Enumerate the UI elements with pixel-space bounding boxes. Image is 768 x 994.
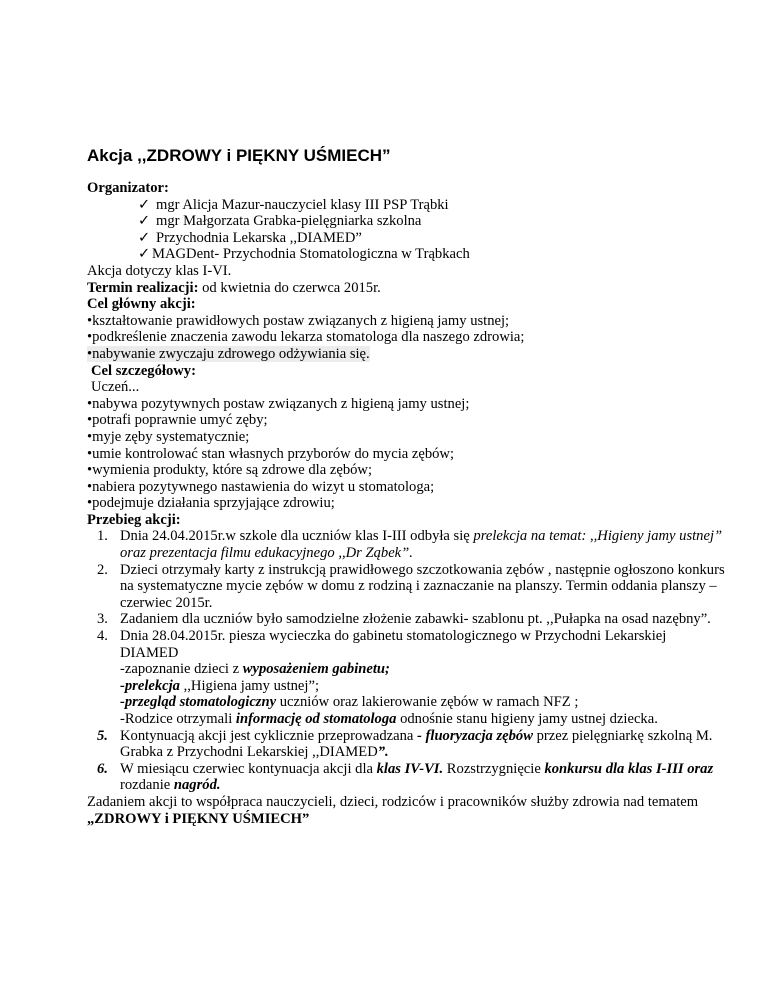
detailed-goal-intro: Uczeń... xyxy=(91,379,140,396)
detailed-goal-item: •podejmuje działania sprzyjające zdrowiu; xyxy=(87,495,335,512)
document-page xyxy=(87,146,727,827)
detailed-goal-label: Cel szczegółowy: xyxy=(91,362,196,379)
course-step-5: 5. Kontynuacją akcji jest cyklicznie przeprowadzana - fluoryzacja zębów przez pielęgniarkę szkolną M. Grabka z Przychodni Lekarskiej ,,DIAMED”. xyxy=(97,727,713,761)
course-step-3: 3. Zadaniem dla uczniów było samodzielne złożenie zabawki- szablonu pt. ,,Pułapka na osad nazębny”. xyxy=(97,611,711,628)
detailed-goal-item: •nabywa pozytywnych postaw związanych z higieną jamy ustnej; xyxy=(87,395,470,412)
organizer-item: ✓ Przychodnia Lekarska ,,DIAMED” xyxy=(138,229,362,246)
main-goal-item: •nabywanie zwyczaju zdrowego odżywiania się. xyxy=(87,345,370,362)
detailed-goal-item: •nabiera pozytywnego nastawienia do wizyt u stomatologa; xyxy=(87,478,435,495)
main-goal-label: Cel główny akcji: xyxy=(87,296,196,313)
main-goal-item: •podkreślenie znaczenia zawodu lekarza stomatologa dla naszego zdrowia; xyxy=(87,329,525,346)
closing-paragraph: Zadaniem akcji to współpraca nauczycieli, dzieci, rodziców i pracowników służby zdrowia nad tematem „ZDROWY i PIĘKNY UŚMIECH” xyxy=(87,793,699,827)
course-step-4: 4. Dnia 28.04.2015r. piesza wycieczka do gabinetu stomatologicznego w Przychodni Lekarskiej DIAMED -zapoznanie dzieci z wyposażeniem gabinetu; -prelekcja ,,Higiena jamy ustnej”; -przegląd stomatologiczny uczniów oraz lakierowanie zębów w ramach NFZ ; -Rodzice otrzymali informację od stomatologa odnośnie stanu higieny jamy ustnej dziecka. xyxy=(97,628,667,727)
organizer-item: ✓ MAGDent- Przychodnia Stomatologiczna w Trąbkach xyxy=(138,246,470,263)
detailed-goal-item: •potrafi poprawnie umyć zęby; xyxy=(87,412,268,429)
detailed-goal-item: •wymienia produkty, które są zdrowe dla zębów; xyxy=(87,462,373,479)
course-step-6: 6. W miesiącu czerwiec kontynuacja akcji dla klas IV-VI. Rozstrzygnięcie konkursu dla klas I-III oraz rozdanie nagród. xyxy=(97,760,714,794)
detailed-goal-item: •myje zęby systematycznie; xyxy=(87,428,250,445)
course-step-4-intro: Dnia 28.04.2015r. piesza wycieczka do gabinetu stomatologicznego w Przychodni Lekarskiej DIAMED xyxy=(120,628,667,661)
check-icon: ✓ xyxy=(138,196,151,213)
course-label: Przebieg akcji: xyxy=(87,511,181,528)
organizer-item: ✓ mgr Małgorzata Grabka-pielęgniarka szkolna xyxy=(138,213,422,230)
course-step-2: 2. Dzieci otrzymały karty z instrukcją prawidłowego szczotkowania zębów , następnie ogłoszono konkurs na systematyczne mycie zębów w domu z rodziną i zaznaczanie na planszy. Termin oddania planszy –czerwiec 2015r. xyxy=(97,561,725,611)
organizer-list xyxy=(87,197,727,263)
course-step-1: 1. Dnia 24.04.2015r.w szkole dla uczniów klas I-III odbyła się prelekcja na temat: ,,Higieny jamy ustnej” oraz prezentacja filmu edukacyjnego ,,Dr Ząbek”. xyxy=(97,528,723,562)
check-icon: ✓ xyxy=(138,229,151,246)
check-icon: ✓ xyxy=(138,246,151,263)
detailed-goal-item: •umie kontrolować stan własnych przyborów do mycia zębów; xyxy=(87,445,455,462)
organizer-item: ✓ mgr Alicja Mazur-nauczyciel klasy III PSP Trąbki xyxy=(138,196,449,213)
page-title: Akcja ,,ZDROWY i PIĘKNY UŚMIECH” xyxy=(87,146,391,165)
main-goal-item: •kształtowanie prawidłowych postaw związanych z higieną jamy ustnej; xyxy=(87,312,510,329)
check-icon: ✓ xyxy=(138,213,151,230)
term-line: Termin realizacji: od kwietnia do czerwca 2015r. xyxy=(87,279,381,296)
scope-text: Akcja dotyczy klas I-VI. xyxy=(87,262,232,279)
organizer-label: Organizator: xyxy=(87,180,169,196)
